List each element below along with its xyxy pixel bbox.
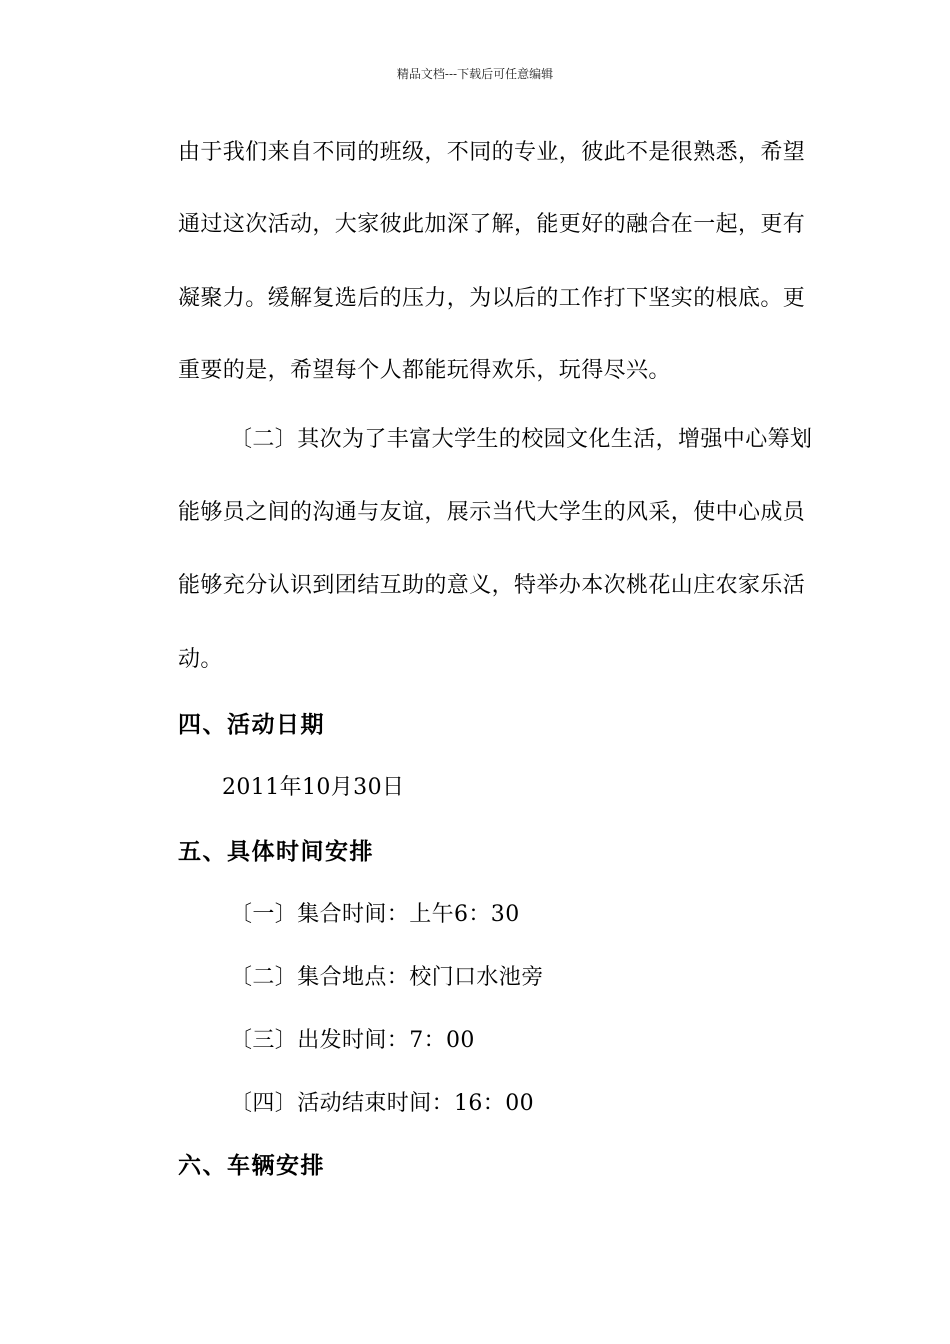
paragraph2-line-4: 动。 (178, 647, 223, 672)
paragraph2-line-1: 〔二〕其次为了丰富大学生的校园文化生活，增强中心筹划 (230, 427, 813, 452)
paragraph1-line-2: 通过这次活动，大家彼此加深了解，能更好的融合在一起，更有 (178, 212, 806, 237)
paragraph1-line-3: 凝聚力。缓解复选后的压力，为以后的工作打下坚实的根底。更 (178, 286, 806, 311)
schedule-item-1: 〔一〕集合时间：上午6：30 (230, 902, 520, 927)
paragraph1-line-4: 重要的是，希望每个人都能玩得欢乐，玩得尽兴。 (178, 358, 671, 383)
page-header: 精品文档---下载后可任意编辑 (396, 67, 554, 81)
schedule-item-3: 〔三〕出发时间：7：00 (230, 1028, 475, 1053)
paragraph2-line-2: 能够员之间的沟通与友谊，展示当代大学生的风采，使中心成员 (178, 500, 806, 525)
section-4-heading: 四、活动日期 (178, 711, 325, 738)
paragraph1-line-1: 由于我们来自不同的班级，不同的专业，彼此不是很熟悉，希望 (178, 140, 806, 165)
schedule-item-2: 〔二〕集合地点：校门口水池旁 (230, 965, 544, 990)
schedule-item-4: 〔四〕活动结束时间：16：00 (230, 1091, 534, 1116)
activity-date: 2011年10月30日 (222, 775, 405, 800)
paragraph2-line-3: 能够充分认识到团结互助的意义，特举办本次桃花山庄农家乐活 (178, 573, 806, 598)
section-5-heading: 五、具体时间安排 (178, 838, 374, 865)
section-6-heading: 六、车辆安排 (178, 1152, 325, 1179)
